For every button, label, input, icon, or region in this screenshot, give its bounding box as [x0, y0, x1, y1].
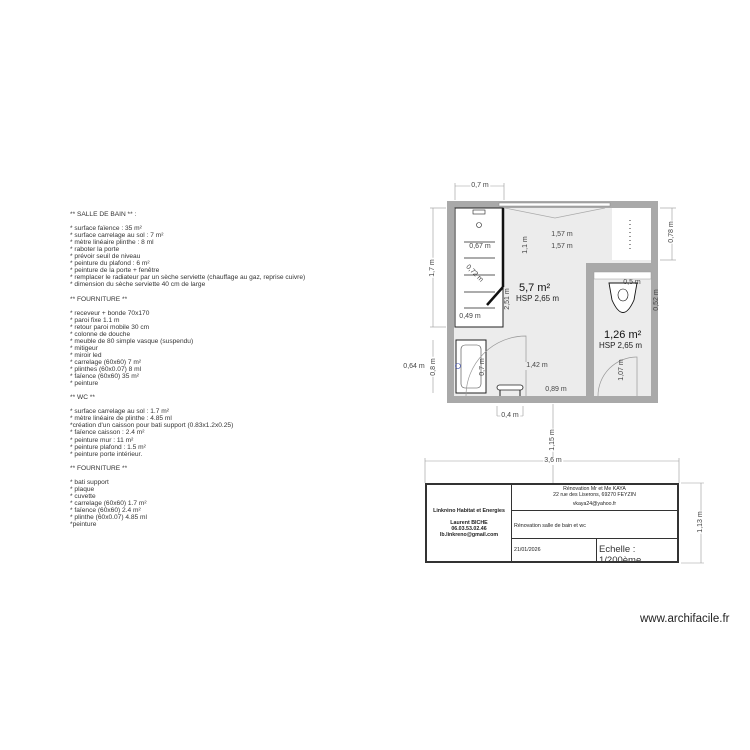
- note-line: * peinture mur : 11 m²: [70, 436, 134, 444]
- wc-hsp: HSP 2,65 m: [599, 341, 642, 350]
- dim-label: 1,7 m: [429, 259, 436, 277]
- note-line: ** SALLE DE BAIN ** :: [70, 211, 137, 218]
- dim-label: 2,51 m: [504, 288, 511, 310]
- note-line: * surface carrelage au sol : 1.7 m²: [70, 408, 169, 416]
- dim-label: 0,7 m: [479, 358, 486, 376]
- client-email: vkaya24@yahoo.fr: [572, 501, 617, 507]
- note-line: *création d'un caisson pour bati support (0.83x1.2x0.25): [70, 422, 234, 430]
- note-line: * cuvette: [70, 492, 96, 500]
- note-line: * raboter la porte: [70, 246, 120, 254]
- note-line: * plaque: [70, 485, 95, 493]
- dim-label: 0,78 m: [668, 221, 675, 243]
- note-line: * peinture de la porte + fenêtre: [70, 267, 160, 275]
- project-description: Rénovation salle de bain et wc: [512, 511, 677, 539]
- dim-label: 0,8 m: [430, 358, 437, 376]
- note-line: * meuble de 80 simple vasque (suspendu): [70, 337, 194, 345]
- client-address: 22 rue des Liserons, 69270 FEYZIN: [553, 492, 636, 498]
- note-line: * peinture: [70, 380, 99, 388]
- note-line: * faïence (60x60) 2.4 m²: [70, 506, 141, 514]
- note-line: * carrelage (60x60) 7 m²: [70, 358, 142, 366]
- contact-name: Laurent BICHE: [450, 520, 488, 526]
- note-line: * surface carrelage au sol : 7 m²: [70, 232, 164, 240]
- dim-label: 0,64 m: [403, 363, 425, 370]
- dim-label: 0,72 m: [464, 263, 485, 284]
- note-line: * peinture porte intérieur.: [70, 450, 143, 458]
- note-line: * bati support: [70, 478, 109, 486]
- dim-label: 1,57 m: [551, 231, 573, 238]
- note-line: ** WC **: [70, 394, 95, 402]
- note-line: ** FOURNITURE **: [70, 464, 128, 472]
- note-line: * plinthes (60x0.07) 8 ml: [70, 366, 142, 374]
- brand-link[interactable]: www.archifacile.fr: [640, 613, 730, 625]
- note-line: * peinture plafond : 1.5 m²: [70, 443, 146, 451]
- dim-label: 3,6 m: [544, 457, 562, 464]
- storage-area: [612, 208, 651, 260]
- contact-phone: 06.03.53.02.46: [451, 526, 487, 532]
- note-line: * mètre linéaire plinthe : 8 ml: [70, 239, 154, 247]
- note-line: ** FOURNITURE **: [70, 295, 128, 303]
- dim-label: 0,4 m: [501, 412, 519, 419]
- company-info: [427, 485, 512, 561]
- dim-label: 0,52 m: [653, 289, 660, 311]
- client-name: Rénovation Mr et Me KAYA: [563, 486, 626, 492]
- note-line: * retour paroi mobile 30 cm: [70, 323, 150, 331]
- client-info: [512, 485, 677, 511]
- wc-boxing: [594, 272, 651, 279]
- bathroom-hsp: HSP 2,65 m: [516, 294, 559, 303]
- note-line: * dimension du sèche serviette 40 cm de large: [70, 281, 206, 289]
- note-line: * mètre linéaire de plinthe : 4.85 ml: [70, 415, 172, 423]
- contact-email: lb.linkreno@gmail.com: [439, 532, 499, 538]
- note-line: * faïence (60x60) 35 m²: [70, 373, 139, 381]
- dim-label: 0,67 m: [469, 243, 491, 250]
- note-line: * paroi fixe 1.1 m: [70, 316, 120, 324]
- company-name: Linkréno Habitat et Energies: [433, 508, 505, 514]
- note-line: * surface faïence : 35 m²: [70, 225, 142, 233]
- dim-label: 0,49 m: [459, 313, 481, 320]
- project-date: 21/01/2026: [512, 539, 597, 561]
- note-line: * remplacer le radiateur par un sèche serviette (chauffage au gaz, reprise cuivre): [70, 274, 306, 282]
- note-line: * carrelage (60x60) 1.7 m²: [70, 499, 147, 507]
- dim-label: 1,42 m: [526, 362, 548, 369]
- wc-area: 1,26 m²: [604, 329, 642, 341]
- note-line: * miroir led: [70, 351, 102, 359]
- scale-label: Echelle : 1/200ème: [599, 544, 642, 566]
- dim-label: 1,1 m: [522, 236, 529, 254]
- dim-label: 1,57 m: [551, 243, 573, 250]
- note-line: * plinthe (60x0.07) 4.85 ml: [70, 514, 147, 522]
- window: [499, 203, 610, 206]
- note-line: * faïence caisson : 2.4 m²: [70, 429, 145, 437]
- note-line: * prévoir seuil de niveau: [70, 253, 141, 261]
- dim-label: 0,89 m: [545, 386, 567, 393]
- bathroom-area: 5,7 m²: [519, 282, 551, 294]
- dim-label: 1,13 m: [697, 511, 704, 533]
- note-line: * mitigeur: [70, 344, 98, 352]
- note-line: * colonne de douche: [70, 330, 131, 338]
- dim-label: 1,15 m: [549, 429, 556, 451]
- title-block: [425, 483, 679, 566]
- dim-label: 0,5 m: [623, 279, 641, 286]
- dim-label: 1,07 m: [618, 359, 625, 381]
- towel-radiator: [497, 385, 523, 390]
- note-line: * peinture du plafond : 6 m²: [70, 260, 150, 268]
- note-line: * receveur + bonde 70x170: [70, 309, 150, 317]
- note-line: *peinture: [70, 521, 97, 529]
- dim-label: 0,7 m: [471, 182, 489, 189]
